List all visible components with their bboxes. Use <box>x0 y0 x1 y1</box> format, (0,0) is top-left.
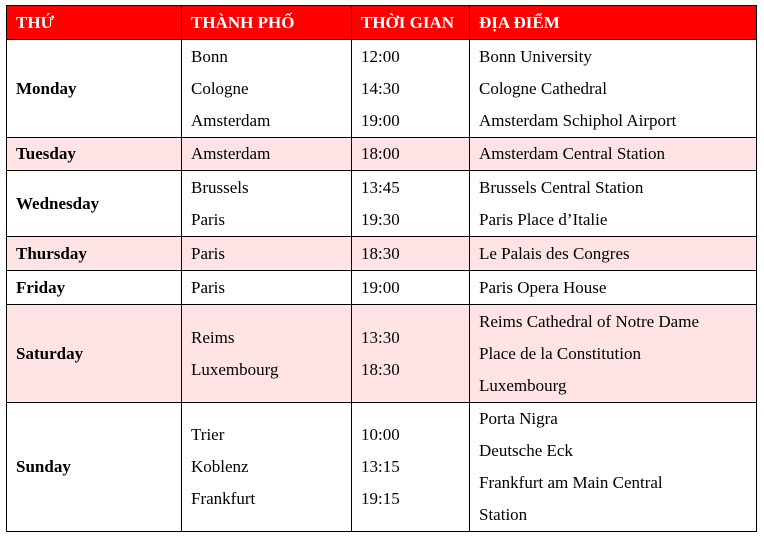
time-text: 14:30 <box>361 78 400 98</box>
time-cell <box>352 403 470 532</box>
time-text: 13:30 <box>361 327 400 347</box>
place-text: Porta Nigra <box>479 409 558 428</box>
city-text: Paris <box>191 209 225 229</box>
time-cell <box>352 305 470 403</box>
header-city: THÀNH PHỐ <box>182 6 352 40</box>
city-text: Cologne <box>191 78 249 98</box>
place-text: Luxembourg <box>479 375 567 395</box>
time-text: 19:15 <box>361 489 400 508</box>
city-cell <box>182 271 352 305</box>
table-row <box>7 403 757 532</box>
place-text: Cologne Cathedral <box>479 78 607 98</box>
place-text: Place de la Constitution <box>479 343 641 363</box>
header-day: THỨ <box>7 6 182 40</box>
city-cell <box>182 237 352 271</box>
header-place: ĐỊA ĐIỂM <box>470 6 757 40</box>
schedule-table <box>6 5 757 532</box>
place-cell <box>470 171 757 237</box>
time-text: 19:30 <box>361 209 400 229</box>
city-cell <box>182 305 352 403</box>
time-text: 12:00 <box>361 46 400 66</box>
city-text: Paris <box>191 277 225 297</box>
place-text: Bonn University <box>479 46 592 66</box>
place-text: Deutsche Eck <box>479 441 573 460</box>
time-text: 18:00 <box>361 144 400 163</box>
time-text: 19:00 <box>361 110 400 130</box>
city-text: Amsterdam <box>191 110 271 130</box>
time-cell <box>352 171 470 237</box>
place-cell <box>470 305 757 403</box>
city-text: Paris <box>191 243 225 263</box>
place-text: Le Palais des Congres <box>479 243 630 263</box>
place-cell <box>470 40 757 138</box>
day-cell: Thursday <box>7 237 182 271</box>
day-cell: Sunday <box>7 403 182 532</box>
place-text: Amsterdam Schiphol Airport <box>479 110 677 130</box>
city-text: Luxembourg <box>191 359 279 379</box>
table-row <box>7 138 757 171</box>
place-cell <box>470 138 757 171</box>
table-row <box>7 271 757 305</box>
header-row <box>7 6 757 40</box>
day-cell: Wednesday <box>7 171 182 237</box>
place-text: Reims Cathedral of Notre Dame <box>479 311 699 331</box>
time-text: 10:00 <box>361 425 400 444</box>
city-text: Amsterdam <box>191 144 271 163</box>
day-cell: Saturday <box>7 305 182 403</box>
city-cell <box>182 171 352 237</box>
city-text: Brussels <box>191 177 249 197</box>
day-cell: Tuesday <box>7 138 182 171</box>
time-text: 18:30 <box>361 243 400 263</box>
time-text: 13:15 <box>361 457 400 476</box>
place-cell <box>470 237 757 271</box>
day-cell: Friday <box>7 271 182 305</box>
place-text: Paris Place d’Italie <box>479 209 608 229</box>
city-text: Frankfurt <box>191 489 256 508</box>
time-text: 19:00 <box>361 277 400 297</box>
time-text: 13:45 <box>361 177 400 197</box>
city-cell <box>182 403 352 532</box>
table-row <box>7 40 757 138</box>
table-row <box>7 171 757 237</box>
place-text: Station <box>479 505 528 524</box>
day-cell: Monday <box>7 40 182 138</box>
header-time: THỜI GIAN <box>352 6 470 40</box>
time-text: 18:30 <box>361 359 400 379</box>
city-text: Bonn <box>191 46 228 66</box>
place-text: Brussels Central Station <box>479 177 644 197</box>
place-text: Amsterdam Central Station <box>479 144 666 163</box>
time-cell <box>352 237 470 271</box>
place-text: Paris Opera House <box>479 277 607 297</box>
city-cell <box>182 40 352 138</box>
table-row <box>7 305 757 403</box>
city-cell <box>182 138 352 171</box>
time-cell <box>352 138 470 171</box>
city-text: Reims <box>191 327 235 347</box>
time-cell <box>352 271 470 305</box>
time-cell <box>352 40 470 138</box>
city-text: Koblenz <box>191 457 249 476</box>
place-cell <box>470 271 757 305</box>
table-row <box>7 237 757 271</box>
place-cell <box>470 403 757 532</box>
place-text: Frankfurt am Main Central <box>479 473 663 492</box>
city-text: Trier <box>191 425 225 444</box>
